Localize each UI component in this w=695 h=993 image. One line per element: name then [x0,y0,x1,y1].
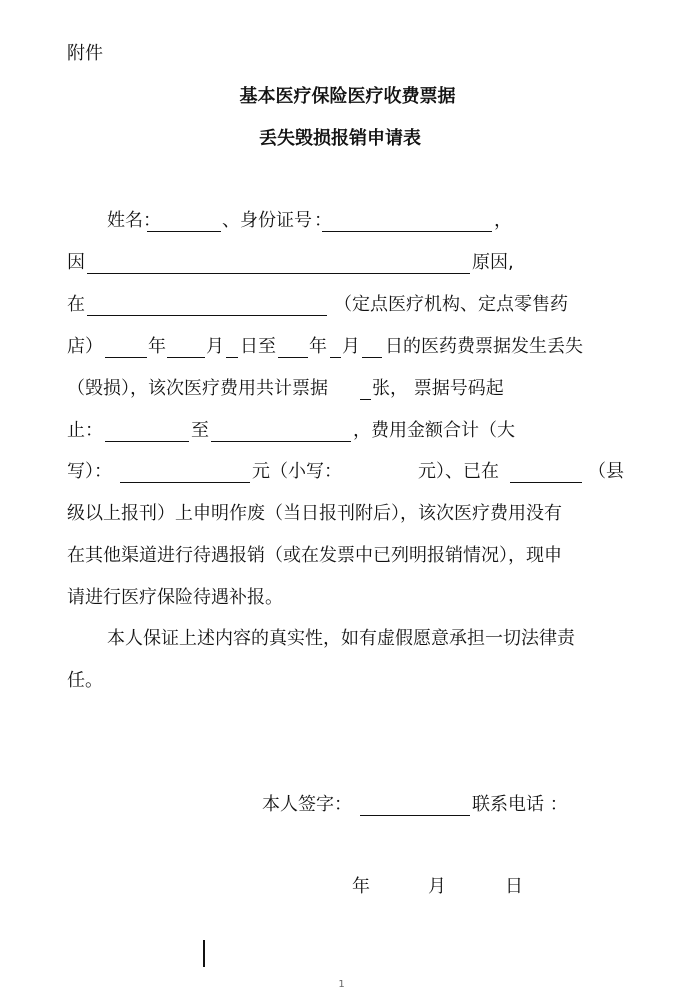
yuan-at-label: 元）、已在 [418,461,499,482]
name-label: 姓名 [107,210,143,231]
end-day-field[interactable] [362,357,382,358]
sign-label: 本人签字： [262,794,352,815]
comma: ， [494,210,512,231]
body-line-9: 请进行医疗保险待遇补报。 [67,587,283,608]
zhang-text: 张， 票据号码起 [372,378,504,399]
small-write-label: 元（小写： [252,461,342,482]
ticket-start-field[interactable] [105,441,189,442]
date-month-label: 月 [428,876,446,897]
stop-label: 止： [67,420,103,441]
because-label: 因 [67,252,85,273]
guarantee-line-1: 本人保证上述内容的真实性，如有虚假愿意承担一切法律责 [107,628,575,649]
institution-text: （定点医疗机构、定点零售药 [334,294,568,315]
start-month-label: 月 [206,336,224,357]
name-field[interactable] [147,231,221,232]
start-month-field[interactable] [167,357,205,358]
end-year-field[interactable] [278,357,308,358]
end-month-field[interactable] [330,357,341,358]
write-label: 写）： [67,461,112,482]
reason-field[interactable] [87,273,470,274]
id-number-field[interactable] [322,231,492,232]
damage-text: （毁损），该次医疗费用共计票据 [67,378,328,399]
phone-label: 联系电话 ： [472,794,568,815]
body-line-8: 在其他渠道进行待遇报销（或在发票中已列明报销情况），现申 [67,545,562,566]
newspaper-field[interactable] [510,482,582,483]
body-line-7: 级以上报刊）上申明作废（当日报刊附后），该次医疗费用没有 [67,503,562,524]
guarantee-line-2: 任。 [67,670,103,691]
ticket-end-field[interactable] [211,441,351,442]
end-month-label: 月 [342,336,360,357]
to-label: 至 [191,420,209,441]
date-day-label: 日 [505,876,523,897]
at-label: 在 [67,294,85,315]
id-colon: ： [314,210,332,231]
document-title: 基本医疗保险医疗收费票据 [239,86,456,107]
reason-label: 原因, [472,252,514,273]
start-year-label: 年 [148,336,166,357]
id-label: 、身份证号 [222,210,312,231]
attachment-label: 附件 [67,43,103,64]
day-to-label: 日至 [240,336,276,357]
name-colon: ： [143,210,161,231]
signature-field[interactable] [360,815,470,816]
start-day-field[interactable] [226,357,238,358]
document-subtitle: 丢失毁损报销申请表 [259,128,421,149]
date-year-label: 年 [352,876,370,897]
store-text: 店） [67,336,103,357]
amount-text: ，费用金额合计（大 [353,420,515,441]
end-year-label: 年 [309,336,327,357]
institution-field[interactable] [87,315,327,316]
county-text: （县 [588,461,624,482]
day-end-text: 日的医药费票据发生丢失 [385,336,583,357]
text-cursor [203,940,205,967]
ticket-count-field[interactable] [360,399,371,400]
start-year-field[interactable] [105,357,147,358]
amount-capital-field[interactable] [120,482,250,483]
page-number: 1 [338,979,345,990]
